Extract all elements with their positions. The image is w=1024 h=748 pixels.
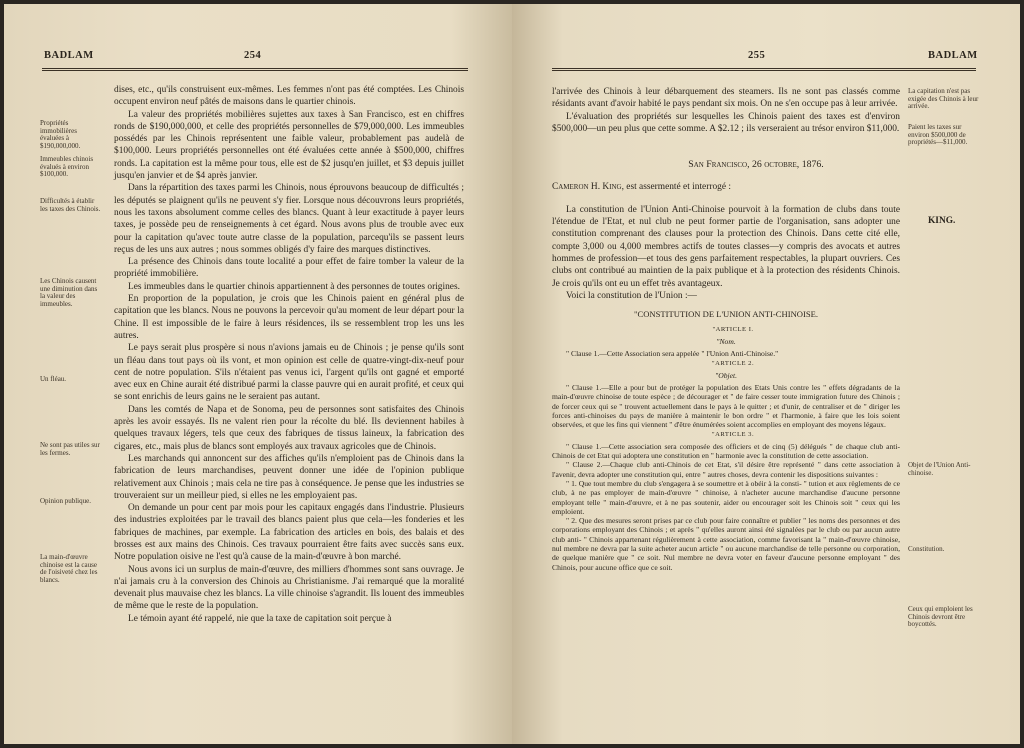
article-1-clause: " Clause 1.—Cette Association sera appelée " l'Union Anti-Chinoise.": [566, 349, 779, 359]
right-sidenote-3: Objet de l'Union Anti-chinoise.: [908, 461, 971, 477]
left-sidenote-2: Immeubles chinois évalués à environ $100,000.: [40, 155, 94, 179]
article-2-heading: "ARTICLE 2.: [711, 360, 755, 368]
right-sidenote-1: La capitation n'est pas exigée des Chinois à leur arrivée.: [908, 87, 979, 111]
article-3-item-2: " 2. Que des mesures seront prises par ce club pour faire connaître et publier " les noms des personnes et des corporations employant des Chinois ; et après " qu'elles auront ainsi été signalées par le club ou par aucun autre club anti- " Chinois appartenant régulièrement à cette association, comme favorisant la " main-d'œuvre chinoise, nul membre ne devra par la suite acheter aucun article " ou aucune marchandise de telle personne ou corporation, de quelque manière que " ce soit. Nul membre ne devra voter en faveur d'aucune personne employant " des Chinois, pour aucune office que ce soit.: [552, 516, 900, 572]
left-paragraph-12: Le témoin ayant été rappelé, nie que la taxe de capitation soit perçue à: [128, 613, 392, 624]
left-page: [4, 4, 512, 744]
right-header-rule: [552, 68, 976, 71]
right-page: [512, 4, 1020, 744]
left-running-head-name: BADLAM: [44, 50, 94, 61]
king-paragraph-2: Voici la constitution de l'Union :—: [566, 290, 697, 301]
left-page-number: 254: [244, 50, 262, 61]
left-paragraph-11: Nous avons ici un surplus de main-d'œuvre, des milliers d'hommes sont sans ouvrage. Je n'ai jamais cru à la conversion des Chinois au Christianisme. J'ai remarqué que la moralité devenait plus mauvaise chez les blancs. La ville chinoise s'agrandit. Ils louent des immeubles de même que le reste de la population.: [114, 564, 464, 612]
left-sidenote-3: Difficultés à établir les taxes des Chinois.: [40, 197, 101, 213]
left-paragraph-5: Les immeubles dans le quartier chinois appartiennent à des personnes de toutes origines.: [128, 281, 460, 292]
witness-tag: KING.: [928, 216, 956, 226]
left-paragraph-3: Dans la répartition des taxes parmi les Chinois, nous éprouvons beaucoup de difficultés ; les députés se plaignent qu'ils ne peuvent s'y fier. Lorsque nous découvrons leurs propriétés, nous les taxons absolument comme celles des blancs. Quant à leur exactitude à payer leurs taxes, je possède peu de renseignements à cet égard. Nous avons plus de trouble avec eux pour la capitation qu'avec toute autre classe de la population, parcequ'ils se passent leurs reçus de les uns aux autres ; nous sommes obligés d'y faire des marques distinctives.: [114, 183, 464, 255]
witness-line: [552, 181, 900, 193]
book-spread: [4, 4, 1020, 744]
right-body-text: [552, 86, 900, 572]
article-1-heading: "ARTICLE I.: [712, 326, 754, 334]
left-sidenote-1: Propriétés immobilières évaluées à $190,000,000.: [40, 119, 81, 150]
article-3-heading: "ARTICLE 3.: [711, 431, 755, 439]
left-sidenote-4: Les Chinois causent une diminution dans la valeur des immeubles.: [40, 277, 98, 308]
left-paragraph-4: La présence des Chinois dans toute localité a pour effet de faire tomber la valeur de la propriété immobilière.: [114, 257, 464, 280]
article-1-subtitle: "Nom.: [716, 336, 736, 346]
left-paragraph-9: Les marchands qui annoncent sur des affiches qu'ils n'emploient pas de Chinois dans la fabrication de leurs marchandises, peuvent donner une idée de l'opinion publique relativement aux Chinois ; mais cela ne tire pas à conséquence. Je pense que les industries se trouveraient sur un meilleur pied, si elles ne les employaient pas.: [114, 453, 464, 501]
right-sidenote-5: Ceux qui emploient les Chinois devront être boycottés.: [908, 605, 973, 629]
left-sidenote-6: Ne sont pas utiles sur les fermes.: [40, 441, 100, 457]
left-paragraph-2: La valeur des propriétés mobilières sujettes aux taxes à San Francisco, est en chiffres ronds de $190,000,000, et celle des propriétés personnelles de $79,000,000. Les immeubles possédés par les Chinois représentent une faible valeur, probablement pas audelà de $100,000. Leurs propriétés personnelles ont été évaluées cette année à $500,000, chiffres ronds. La capitation est la même pour tous, elle est de $2 jusqu'en juillet, et $3 depuis juillet jusqu'en janvier et de $4 après janvier.: [114, 109, 464, 182]
left-paragraph-10: On demande un pour cent par mois pour les capitaux engagés dans l'industrie. Plusieurs des industries exploitées par le travail des blancs paient plus que cela—les fonderies et les fabriques de machines, par exemple. La fabrication des articles en bois, des balais et des brosses est aux mains des Chinois. Ces travaux pourraient être faits avec succès sans eux. Notre population oisive ne l'est qu'à cause de la main-d'œuvre à bon marché.: [114, 503, 464, 563]
witness-statement: , est assermenté et interrogé :: [621, 182, 731, 193]
left-paragraph-8: Dans les comtés de Napa et de Sonoma, peu de personnes sont satisfaites des Chinois après les avoir essayés. Ils ne valent rien pour la récolte du blé. Ils deviennent habiles à quelques travaux légers, tels que ceux des fabriques de tissus laineux, la fabrication des cigares, etc., mais plus de blancs sont employés aux travaux agricoles que de Chinois.: [114, 404, 464, 452]
article-3-clause-1: " Clause 1.—Cette association sera composée des officiers et de cinq (5) délégués " de chaque club anti-Chinois de cet Etat qui adoptera une constitution en " harmonie avec la constitution de cette association.: [552, 441, 900, 461]
article-2-clause: " Clause 1.—Elle a pour but de protéger la population des Etats Unis contre les " effets dégradants de la main-d'œuvre chinoise de toute espèce ; de décourager et " de faire cesser toute immigration future des Chinois ; de forcer ceux qui se " trouvent actuellement dans le pays à le quitter ; et d'unir, de centraliser et de " diriger les forces anti-chinoises du pays de manière à maintenir le bon ordre " et l'harmonie, à faire que les lois soient observées, et que les fins qui viennent " d'être énumérées soient accomplies en employant des moyens légaux.: [552, 382, 900, 430]
left-sidenote-5: Un fléau.: [40, 375, 67, 383]
right-running-head-name: BADLAM: [928, 50, 978, 61]
witness-name: Cameron H. King: [552, 182, 622, 193]
left-body-text: [114, 84, 464, 625]
right-sidenote-2: Paient les taxes sur environ $500,000 de propriétés—$11,000.: [908, 123, 968, 147]
left-paragraph-7: Le pays serait plus prospère si nous n'avions jamais eu de Chinois ; je pense qu'ils sont un fléau dans tout pays où ils vont, et mon opinion est celle de quatre-vingt-dix-neuf pour cent de notre population. S'ils n'étaient pas venus ici, l'argent qu'ils ont gagné et emporté avec eux en Chine aurait été distribué parmi la classe pauvre qui en aurait profité, et ceux qui se sont enrichis de leurs gains ne le seraient pas autant.: [114, 343, 464, 403]
right-page-number: 255: [748, 50, 766, 61]
right-intro-paragraph-1: l'arrivée des Chinois à leur débarquement des steamers. Ils ne sont pas classés comme résidants avant d'avoir habité le pays pendant six mois. On ne s'en occupe pas à leur arrivée.: [552, 87, 900, 110]
left-header-rule: [42, 68, 468, 71]
dateline: San Francisco, 26 octobre, 1876.: [688, 159, 824, 171]
left-sidenote-7: Opinion publique.: [40, 497, 91, 505]
king-paragraph-1: La constitution de l'Union Anti-Chinoise pourvoit à la formation de clubs dans toute l'étendue de l'Etat, et nul club ne peut former partie de l'organisation, sans adopter une constitution comprenant des clauses pour la protection des Chinois. Dans cette cité elle, compte 3,000 ou 4,000 membres actifs de toutes classes—y compris des avocats et autres hommes de profession—et tous des gens parfaitement respectables, la plupart ouvriers. Ces clubs ont contribué au maintien de la paix publique et à la protection des résidents Chinois. Je crois qu'ils ont eu un effet très avantageux.: [552, 204, 900, 289]
article-2-subtitle: "Objet.: [715, 370, 737, 380]
article-3-item-1: " 1. Que tout membre du club s'engagera à se soumettre et à obéir à la consti- " tution et aux règlements de ce club, à ne pas employer de main-d'œuvre " chinoise, à n'acheter aucune marchandise d'aucune personne employant telle " main-d'œuvre, et à ne pas soutenir, aider ou encourager soit les Chinois soit " ceux qui les emploient.: [552, 478, 900, 516]
right-sidenote-4: Constitution.: [908, 545, 945, 553]
left-paragraph-1: dises, etc., qu'ils construisent eux-mêmes. Les femmes n'ont pas été comptées. Les Chinois occupent environ neuf pâtés de maisons dans le quartier chinois.: [114, 85, 464, 108]
left-sidenote-8: La main-d'œuvre chinoise est la cause de l'oisiveté chez les blancs.: [40, 553, 98, 584]
article-3-clause-2: " Clause 2.—Chaque club anti-Chinois de cet Etat, s'il désire être représenté " dans cette association à l'avenir, devra adopter une constitution qui, entre " autres choses, devra contenir les dispositions suivantes :: [552, 460, 900, 479]
right-intro-paragraph-2: L'évaluation des propriétés sur lesquelles les Chinois paient des taxes est d'environ $500,000—un peu plus que cette somme. A $2.12 ; ils verseraient au trésor environ $11,000.: [552, 111, 900, 134]
left-paragraph-6: En proportion de la population, je crois que les Chinois paient en général plus de capitation que les blancs. Nous ne pouvons la percevoir qu'au moment de leur départ pour la Chine. Il est impossible de le faire à leurs résidences, ils se ressemblent trop les uns les autres.: [114, 294, 464, 341]
constitution-title: "CONSTITUTION DE L'UNION ANTI-CHINOISE.: [633, 309, 819, 320]
